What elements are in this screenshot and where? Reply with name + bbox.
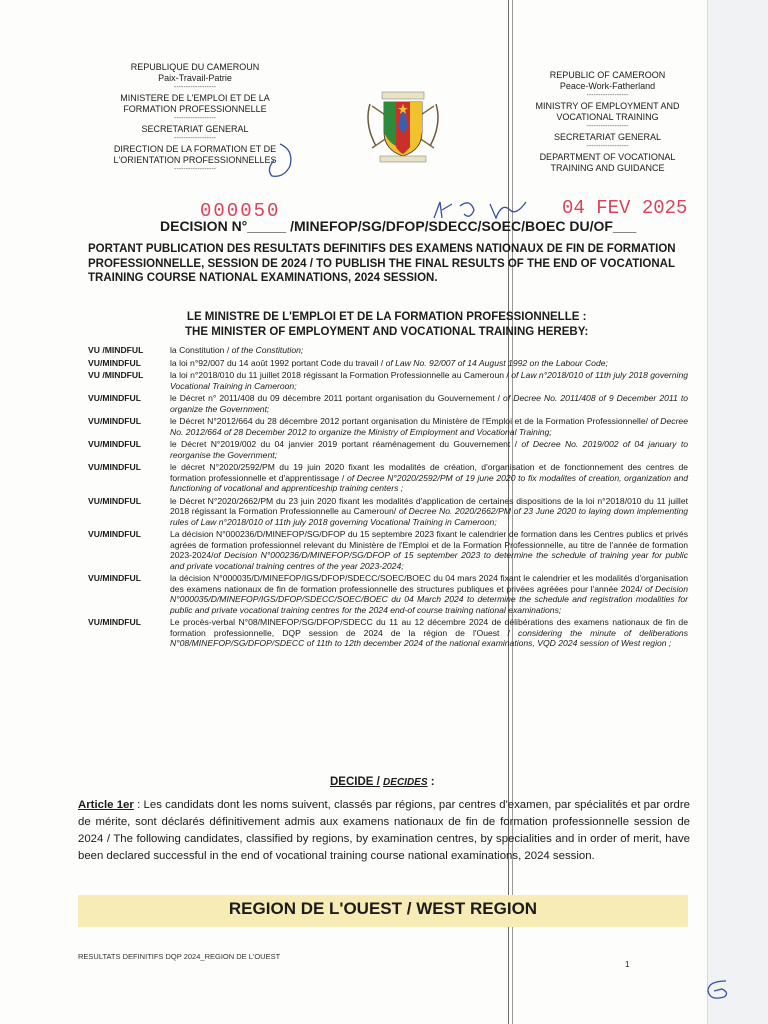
vu-text-fr: le décret N°2020/2592/PM du 19 juin 2020 fixant les modalités de création, d'organisation et de fonctionnement des centres de formation professionnelle et d'apprentissage / xyxy=(170,462,688,483)
vu-text-fr: le Décret N°2020/2662/PM du 23 juin 2020 fixant les modalités d'application de certaines dispositions de la loi n°2018/010 du 11 juillet 2018 régissant la Formation Professionnelle au Cameroun/ xyxy=(170,495,688,516)
separator: ------------------ xyxy=(586,123,629,130)
vu-text xyxy=(170,573,688,615)
vu-label: VU/MINDFUL xyxy=(88,416,141,426)
vu-label: VU/MINDFUL xyxy=(88,617,141,627)
separator: ------------------ xyxy=(174,115,216,122)
vu-text-fr: le Décret n° 2011/408 du 09 décembre 2011 portant organisation du Gouvernement / xyxy=(170,393,504,403)
vu-text-fr: le Décret N°2012/664 du 28 décembre 2012 portant organisation du Ministère de l'Emploi et de la Formation Professionnelle/ xyxy=(170,416,651,426)
vu-text-en: of Decree N°2020/2592/PM of 19 june 2020 to fix modalites of creation, organization and functioning of vocational and apprenticeship training centers ; xyxy=(170,472,689,493)
vu-text xyxy=(170,529,688,571)
article-label: Article 1er xyxy=(78,799,134,811)
handwritten-mark-icon xyxy=(262,140,298,186)
vu-row xyxy=(88,496,698,528)
separator: ------------------ xyxy=(586,143,629,150)
department-en: DEPARTMENT OF VOCATIONAL TRAINING AND GUIDANCE xyxy=(539,152,676,173)
vu-text xyxy=(170,439,688,460)
separator: ------------------ xyxy=(174,135,216,142)
decide-colon: : xyxy=(427,776,435,788)
vu-text xyxy=(170,462,688,494)
page-edge-shadow xyxy=(707,0,768,1024)
vu-text-fr: la loi n°2018/010 du 11 juillet 2018 régissant la Formation Professionnelle au Cameroun / xyxy=(170,370,512,380)
vu-text-fr: la décision N°000035/D/MINEFOP/IGS/DFOP/SDECC/SOEC/BOEC du 04 mars 2024 fixant le calendrier et les modalités d'organisation des examens nationaux de fin de formation professionnelle des structures publiques et privées agréées pour l'année 2024/ xyxy=(170,573,688,594)
vu-row xyxy=(88,439,698,460)
vu-text-en: of Decree No. 2012/664 of 28 December 2012 to organize the Ministry of Employment and Vocational Training; xyxy=(170,416,688,437)
motto-en: Peace-Work-Fatherland xyxy=(559,81,656,91)
cameroon-coat-of-arms-icon xyxy=(362,84,444,166)
vu-text-en: of the Constitution; xyxy=(231,345,304,355)
vu-text-en: of Decision N°000236/D/MINEFOP/SG/DFOP of 15 september 2023 to determine the schedule of training year for public and private vocational training centres of the year 2023-2024; xyxy=(170,550,688,571)
vu-text xyxy=(170,345,688,356)
minister-heading xyxy=(185,310,588,340)
vu-label: VU/MINDFUL xyxy=(88,529,141,539)
vu-list xyxy=(88,345,698,651)
vu-row xyxy=(88,370,698,391)
vu-row xyxy=(88,617,698,649)
page-number: 1 xyxy=(625,960,630,969)
vu-row xyxy=(88,345,698,356)
vu-row xyxy=(88,529,698,571)
vu-text xyxy=(170,393,688,414)
article-1 xyxy=(78,797,690,865)
vu-text-en: of Decree No. 2020/2662/PM of 23 June 2020 to laying down implementing rules of Law n°2018/010 of 11th july 2018 governing Vocational Training in Cameroon; xyxy=(170,506,688,527)
vu-text xyxy=(170,416,688,437)
vu-text xyxy=(170,496,688,528)
vu-text xyxy=(170,370,688,391)
vu-label: VU/MINDFUL xyxy=(88,439,141,449)
vu-label: VU/MINDFUL xyxy=(88,357,141,368)
vu-label: VU/MINDFUL xyxy=(88,573,141,583)
decision-date-stamp: 04 FEV 2025 xyxy=(562,197,688,219)
vu-row xyxy=(88,462,698,494)
vu-text-en: of Decree No. 2019/002 of 04 january to reorganise the Government; xyxy=(170,439,688,460)
vu-text-en: of Decision N°000035/D/MINEFOP/IGS/DFOP/SDECC/SOEC/BOEC du 04 March 2024 to determine the schedule and registration modalities for public and private vocational training centres for the 2024 end-of course training national examinations; xyxy=(170,583,688,615)
handwritten-initial-icon xyxy=(700,975,740,1005)
header-right xyxy=(520,70,695,174)
vu-row xyxy=(88,358,698,369)
vu-text-fr: Le procès-verbal N°08/MINEFOP/SG/DFOP/SDECC du 11 au 12 décembre 2024 de délibérations des examens nationaux de fin de formation professionnelle, DQP session de 2024 de la région de l'Ouest / xyxy=(170,617,688,638)
vu-text-en: of Law No. 92/007 of 14 August 1992 on the Labour Code; xyxy=(385,357,608,368)
vu-label: VU/MINDFUL xyxy=(88,462,141,472)
vu-text-fr: le Décret N°2019/002 du 04 janvier 2019 portant réaménagement du Gouvernement / xyxy=(170,439,522,449)
direction-fr: DIRECTION DE LA FORMATION ET DE L'ORIENTATION PROFESSIONNELLES xyxy=(113,144,277,165)
decision-title: DECISION N°_____ /MINEFOP/SG/DFOP/SDECC/SOEC/BOEC DU/OF___ xyxy=(160,218,637,234)
vu-text-fr: la loi n°92/007 du 14 août 1992 portant Code du travail / xyxy=(170,357,386,368)
vu-text xyxy=(170,617,688,649)
vu-text-fr: La décision N°000236/D/MINEFOP/SG/DFOP du 15 septembre 2023 fixant le calendrier de formation dans les Centres publics et privés agrées de formation professionnel relevant du Ministère de l'Emploi et de la Formation Professionnelle, au titre de l'année de formation 2023-2024/ xyxy=(170,529,688,560)
decision-number-stamp: 000050 xyxy=(200,200,281,222)
article-text: : Les candidats dont les noms suivent, classés par régions, par centres d'examen, par spécialités et par ordre de mérite, sont déclarés définitivement admis aux examens nationaux de fin de formation professionnelle session de 2024 / The following candidates, classified by regions, by examination centres, by specialities and in order of merit, have been declared successful in the end of vocational training course national examinations, 2024 session. xyxy=(78,799,690,862)
region-title: REGION DE L'OUEST / WEST REGION xyxy=(228,899,538,918)
vu-label: VU /MINDFUL xyxy=(88,370,144,380)
vu-text-en: considering the minute of deliberations N°08/MINEFOP/SG/DFOP/SDECC of 11th to 12th december 2024 of the national examinations, VQD 2024 session of West region ; xyxy=(170,627,689,648)
vu-text-en: of Law n°2018/010 of 11th july 2018 governing Vocational Training in Cameroon; xyxy=(170,370,689,391)
header-left xyxy=(105,62,285,173)
decide-en: DECIDES xyxy=(383,777,428,788)
secretariat-en: SECRETARIAT GENERAL xyxy=(553,132,662,142)
vu-text xyxy=(170,358,688,369)
minister-heading-en: THE MINISTER OF EMPLOYMENT AND VOCATIONAL TRAINING HEREBY: xyxy=(185,326,589,338)
vu-label: VU/MINDFUL xyxy=(88,393,141,403)
decide-fr: DECIDE / xyxy=(330,776,380,788)
footer-text: RESULTATS DEFINITIFS DQP 2024_REGION DE L'OUEST xyxy=(78,952,281,961)
decision-subject: PORTANT PUBLICATION DES RESULTATS DEFINITIFS DES EXAMENS NATIONAUX DE FIN DE FORMATION PROFESSIONNELLE, SESSION DE 2024 / TO PUBLISH THE FINAL RESULTS OF THE END OF VOCATIONAL TRAINING COURSE NATIONAL EXAMINATIONS, 2024 SESSION. xyxy=(88,243,676,284)
republic-fr: REPUBLIQUE DU CAMEROUN xyxy=(130,62,260,72)
separator: ------------------ xyxy=(586,92,629,99)
vu-label: VU /MINDFUL xyxy=(88,345,144,355)
republic-en: REPUBLIC OF CAMEROON xyxy=(549,70,666,80)
separator: ------------------ xyxy=(174,84,216,91)
separator: ------------------ xyxy=(174,166,216,173)
vu-row xyxy=(88,393,698,414)
motto-fr: Paix-Travail-Patrie xyxy=(158,73,232,83)
vu-text-fr: la Constitution / xyxy=(170,345,232,355)
ministry-en: MINISTRY OF EMPLOYMENT AND VOCATIONAL TRAINING xyxy=(535,101,680,122)
ministry-fr: MINISTERE DE L'EMPLOI ET DE LA FORMATION PROFESSIONNELLE xyxy=(120,93,270,114)
vu-text-en: of Decree No. 2011/408 of 9 December 2011 to organize the Government; xyxy=(170,393,688,414)
vu-row xyxy=(88,573,698,615)
secretariat-fr: SECRETARIAT GENERAL xyxy=(141,124,249,134)
minister-heading-fr: LE MINISTRE DE L'EMPLOI ET DE LA FORMATION PROFESSIONNELLE : xyxy=(186,311,587,323)
vu-row xyxy=(88,416,698,437)
vu-label: VU/MINDFUL xyxy=(88,495,141,506)
decide-heading xyxy=(330,776,435,788)
